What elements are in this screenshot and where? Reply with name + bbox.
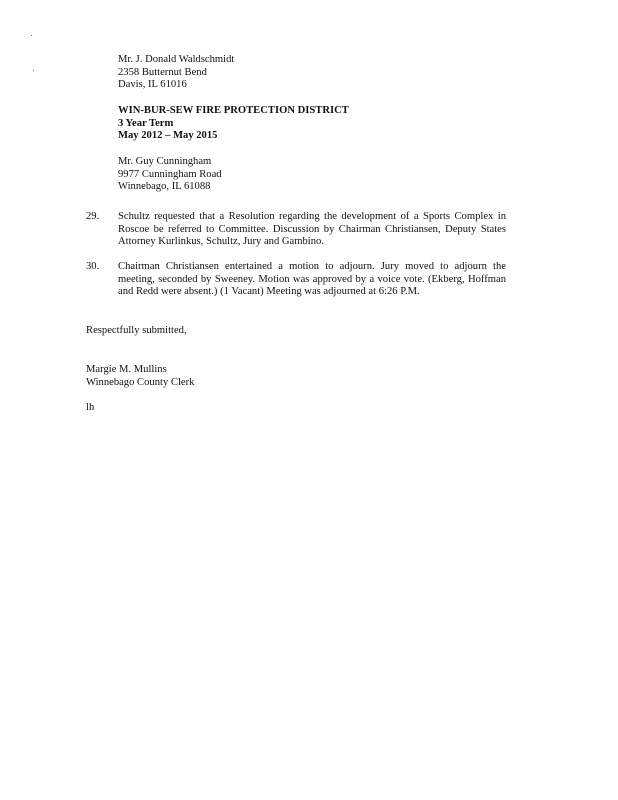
item-text: Chairman Christiansen entertained a motion to adjourn. Jury moved to adjourn the meeting, seconded by Sweeney. Motion was approved by a voice vote. (Ekberg, Hoffman and Redd were absent.) (1 Vacant) Meeting was adjourned at 6:26 P.M.	[118, 261, 506, 298]
item-number: 29.	[86, 211, 100, 222]
minutes-item-30	[86, 261, 506, 299]
district-term: 3 Year Term	[118, 117, 174, 129]
addressee-name: Mr. J. Donald Waldschmidt	[118, 54, 235, 65]
addressee-city: Davis, IL 61016	[118, 79, 187, 91]
district-dates: May 2012 – May 2015	[118, 130, 218, 142]
typist-initials: lh	[86, 402, 95, 413]
signer-title: Winnebago County Clerk	[86, 376, 195, 388]
addressee-name: Mr. Guy Cunningham	[118, 156, 212, 167]
address-block-waldschmidt	[118, 54, 234, 92]
addressee-city: Winnebago, IL 61088	[118, 181, 211, 193]
item-number: 30.	[86, 261, 100, 272]
district-title: WIN-BUR-SEW FIRE PROTECTION DISTRICT	[118, 105, 349, 116]
signature-block	[86, 364, 194, 389]
item-text: Schultz requested that a Resolution regarding the development of a Sports Complex in Roscoe be referred to Committee. Discussion by Chairman Christiansen, Deputy States Attorney Kurlinkus, Schultz, Jury and Gambino.	[118, 211, 506, 248]
closing-line: Respectfully submitted,	[86, 325, 187, 336]
district-heading	[118, 105, 349, 143]
address-block-cunningham	[118, 156, 222, 194]
scan-speck	[33, 70, 34, 71]
scan-speck	[31, 35, 32, 36]
addressee-street: 9977 Cunningham Road	[118, 168, 222, 180]
signer-name: Margie M. Mullins	[86, 364, 167, 375]
minutes-item-29	[86, 211, 506, 249]
addressee-street: 2358 Butternut Bend	[118, 66, 207, 78]
